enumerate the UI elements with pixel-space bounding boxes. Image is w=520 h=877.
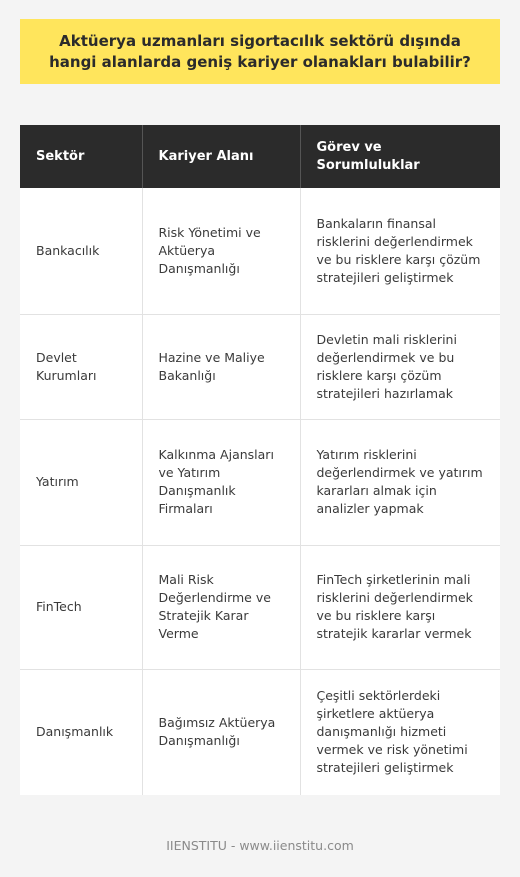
- table-row: [20, 188, 500, 314]
- header-career: Kariyer Alanı: [142, 125, 300, 188]
- career-table-container: [20, 125, 500, 795]
- cell-sector: Devlet Kurumları: [20, 314, 142, 419]
- header-duties: Görev ve Sorumluluklar: [300, 125, 500, 188]
- cell-duties: Yatırım risklerini değerlendirmek ve yatırım kararları almak için analizler yapmak: [300, 419, 500, 545]
- table-row: [20, 545, 500, 669]
- cell-duties: Devletin mali risklerini değerlendirmek ve bu risklere karşı çözüm stratejileri hazırlamak: [300, 314, 500, 419]
- career-table: [20, 125, 500, 795]
- table-header: [20, 125, 500, 188]
- table-body: [20, 188, 500, 795]
- cell-career: Hazine ve Maliye Bakanlığı: [142, 314, 300, 419]
- cell-sector: FinTech: [20, 545, 142, 669]
- cell-sector: Danışmanlık: [20, 669, 142, 795]
- cell-sector: Bankacılık: [20, 188, 142, 314]
- cell-duties: FinTech şirketlerinin mali risklerini değerlendirmek ve bu risklere karşı stratejik kararlar vermek: [300, 545, 500, 669]
- page-title: Aktüerya uzmanları sigortacılık sektörü dışında hangi alanlarda geniş kariyer olanakları bulabilir?: [49, 31, 471, 71]
- cell-duties: Bankaların finansal risklerini değerlendirmek ve bu risklere karşı çözüm stratejileri geliştirmek: [300, 188, 500, 314]
- title-banner: [20, 19, 500, 84]
- cell-career: Mali Risk Değerlendirme ve Stratejik Karar Verme: [142, 545, 300, 669]
- table-row: [20, 314, 500, 419]
- table-header-row: [20, 125, 500, 188]
- table-row: [20, 669, 500, 795]
- cell-career: Risk Yönetimi ve Aktüerya Danışmanlığı: [142, 188, 300, 314]
- footer-credit: IIENSTITU - www.iienstitu.com: [166, 838, 354, 853]
- cell-career: Kalkınma Ajansları ve Yatırım Danışmanlık Firmaları: [142, 419, 300, 545]
- table-row: [20, 419, 500, 545]
- cell-career: Bağımsız Aktüerya Danışmanlığı: [142, 669, 300, 795]
- cell-duties: Çeşitli sektörlerdeki şirketlere aktüerya danışmanlığı hizmeti vermek ve risk yönetimi stratejileri geliştirmek: [300, 669, 500, 795]
- cell-sector: Yatırım: [20, 419, 142, 545]
- header-sector: Sektör: [20, 125, 142, 188]
